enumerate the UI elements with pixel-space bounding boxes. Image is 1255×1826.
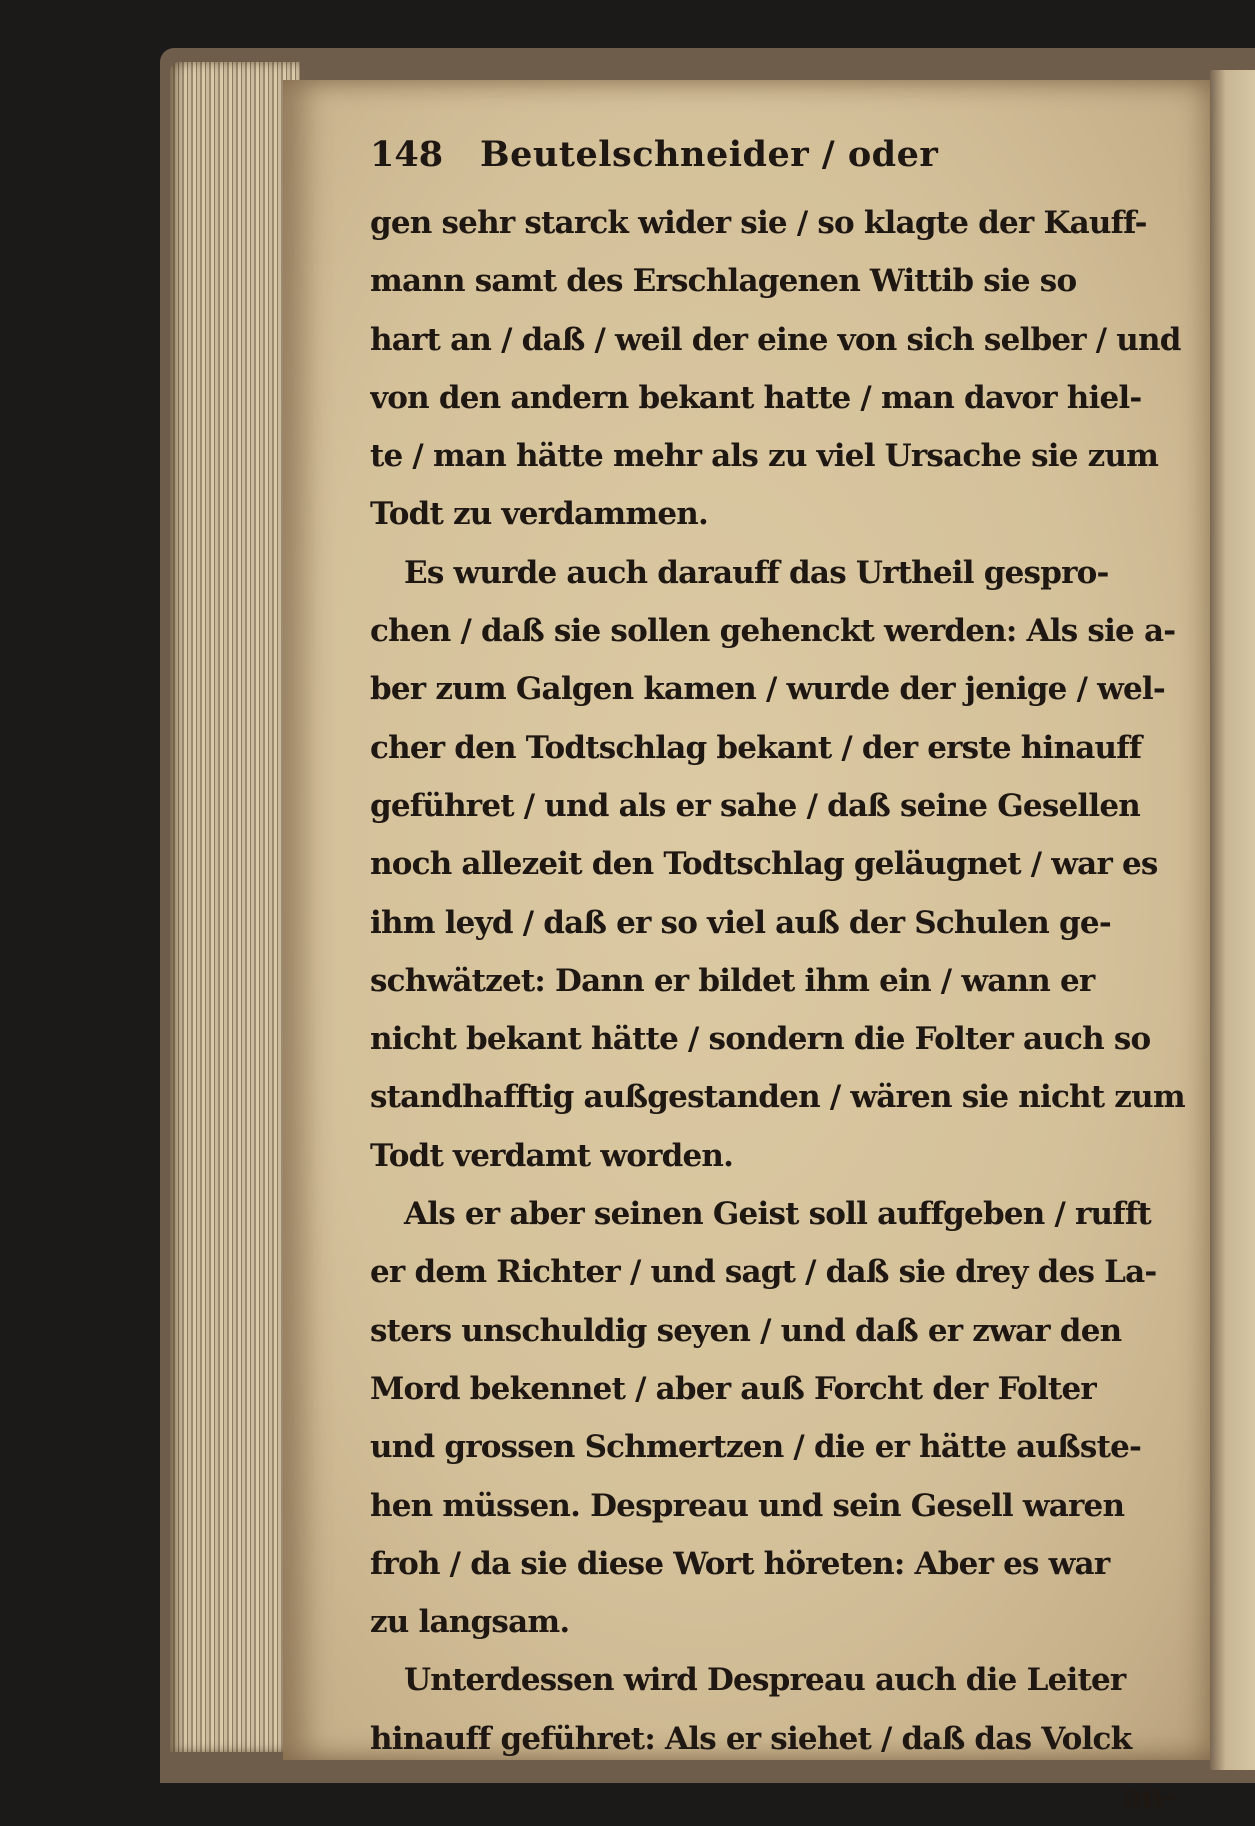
- text-line: Todt zu verdammen.: [370, 496, 708, 533]
- text-line: te / man hätte mehr als zu viel Ursache sie zum: [370, 438, 1159, 475]
- running-head: [370, 134, 1185, 194]
- page-number: 148: [370, 134, 444, 175]
- text-line: Es wurde auch darauff das Urtheil gespro-: [404, 554, 1109, 591]
- text-line: hinauff geführet: Als er siehet / daß das Volck: [370, 1720, 1132, 1757]
- text-line: ber zum Galgen kamen / wurde der jenige / wel-: [370, 671, 1165, 708]
- text-line: nicht bekant hätte / sondern die Folter auch so: [370, 1021, 1151, 1058]
- text-line: und grossen Schmertzen / die er hätte außste-: [370, 1429, 1142, 1466]
- text-line: schwätzet: Dann er bildet ihm ein / wann er: [370, 962, 1095, 999]
- text-line: Unterdessen wird Despreau auch die Leiter: [404, 1662, 1126, 1699]
- text-line: chen / daß sie sollen gehenckt werden: Als sie a-: [370, 613, 1176, 650]
- catchword: an-: [1121, 1779, 1175, 1816]
- text-line: mann samt des Erschlagenen Wittib sie so: [370, 263, 1077, 300]
- text-line: cher den Todtschlag bekant / der erste hinauff: [370, 729, 1142, 766]
- text-line: Als er aber seinen Geist soll auffgeben / rufft: [404, 1196, 1151, 1233]
- running-title: Beutelschneider / oder: [480, 134, 939, 175]
- text-line: zu langsam.: [370, 1604, 570, 1641]
- text-line: gen sehr starck wider sie / so klagte der Kauff-: [370, 205, 1147, 241]
- text-line: von den andern bekant hatte / man davor hiel-: [370, 379, 1142, 416]
- text-line: standhafftig außgestanden / wären sie nicht zum: [370, 1079, 1185, 1116]
- text-block: [370, 134, 1185, 1826]
- text-line: hart an / daß / weil der eine von sich selber / und: [370, 321, 1181, 358]
- text-line: Todt verdamt worden.: [370, 1137, 734, 1174]
- text-line: er dem Richter / und sagt / daß sie drey des La-: [370, 1254, 1157, 1291]
- page-edges: [170, 62, 300, 1752]
- text-line: ihm leyd / daß er so viel auß der Schulen ge-: [370, 904, 1111, 941]
- text-line: sters unschuldig seyen / und daß er zwar den: [370, 1312, 1122, 1349]
- text-line: froh / da sie diese Wort höreten: Aber es war: [370, 1545, 1110, 1582]
- text-line: noch allezeit den Todtschlag geläugnet / war es: [370, 846, 1158, 883]
- text-line: hen müssen. Despreau und sein Gesell waren: [370, 1487, 1125, 1524]
- text-line: Mord bekennet / aber auß Forcht der Folter: [370, 1370, 1096, 1407]
- text-line: geführet / und als er sahe / daß seine Gesellen: [370, 787, 1141, 824]
- text-lines: [370, 194, 1185, 1768]
- facing-page-edge: [1210, 70, 1255, 1770]
